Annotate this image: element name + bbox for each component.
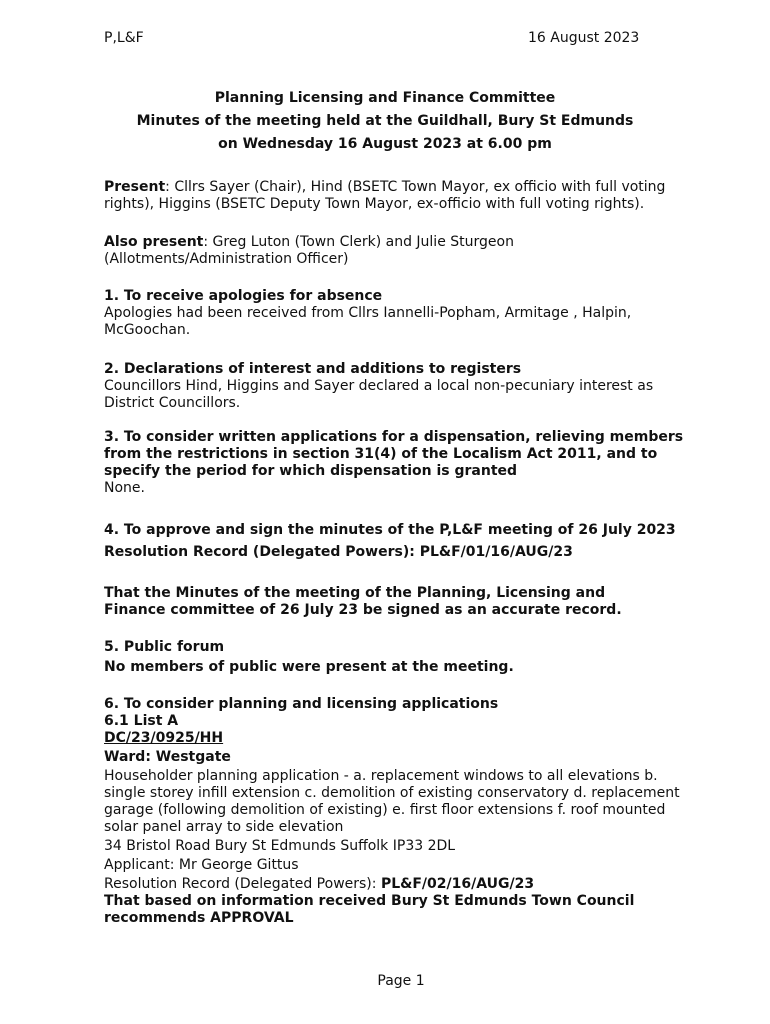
- item-4: [104, 521, 696, 619]
- item-2: [104, 361, 696, 412]
- application-ref: DC/23/0925/HH: [104, 730, 224, 746]
- resolution-label: Resolution Record (Delegated Powers):: [104, 876, 381, 892]
- also-present-text: : Greg Luton (Town Clerk) and Julie Sturgeon (Allotments/Administration Officer): [104, 234, 514, 267]
- item-5-heading: 5. Public forum: [104, 639, 225, 655]
- also-present-section: [104, 234, 696, 268]
- item-6-sub: 6.1 List A: [104, 713, 179, 729]
- item-3-body: None.: [104, 480, 145, 496]
- item-1-heading: 1. To receive apologies for absence: [104, 288, 383, 304]
- page-number: Page 1: [377, 973, 425, 989]
- document-title: [0, 87, 770, 156]
- item-4-body: That the Minutes of the meeting of the Planning, Licensing and Finance committee of 26 July 23 be signed as an accurate record.: [104, 585, 622, 618]
- present-section: [104, 179, 696, 213]
- application-description: Householder planning application - a. replacement windows to all elevations b. single storey infill extension c. demolition of existing conservatory d. replacement garage (following demolition of existing) e. first floor extensions f. roof mounted solar panel array to side elevation: [104, 768, 680, 835]
- item-4-heading: 4. To approve and sign the minutes of the P,L&F meeting of 26 July 2023: [104, 522, 676, 538]
- item-6: [104, 696, 696, 927]
- applicant: Applicant: Mr George Gittus: [104, 857, 299, 873]
- item-3: [104, 429, 696, 497]
- application-address: 34 Bristol Road Bury St Edmunds Suffolk IP33 2DL: [104, 838, 456, 854]
- recommendation: That based on information received Bury St Edmunds Town Council recommends APPROVAL: [104, 893, 635, 926]
- item-1: [104, 288, 696, 339]
- header-date: 16 August 2023: [528, 30, 640, 46]
- present-label: Present: [104, 179, 166, 195]
- item-2-body: Councillors Hind, Higgins and Sayer declared a local non-pecuniary interest as District Councillors.: [104, 378, 654, 411]
- title-line-1: Planning Licensing and Finance Committee: [214, 90, 556, 106]
- title-line-3: on Wednesday 16 August 2023 at 6.00 pm: [218, 136, 552, 152]
- header-left: P,L&F: [104, 30, 144, 46]
- ward: Ward: Westgate: [104, 749, 231, 765]
- item-2-heading: 2. Declarations of interest and additions to registers: [104, 361, 522, 377]
- present-text: : Cllrs Sayer (Chair), Hind (BSETC Town Mayor, ex officio with full voting rights), Higgins (BSETC Deputy Town Mayor, ex-officio with full voting rights).: [104, 179, 666, 212]
- item-3-heading: 3. To consider written applications for a dispensation, relieving members from the restrictions in section 31(4) of the Localism Act 2011, and to specify the period for which dispensation is granted: [104, 429, 684, 479]
- item-6-heading: 6. To consider planning and licensing applications: [104, 696, 499, 712]
- item-1-body: Apologies had been received from Cllrs Iannelli-Popham, Armitage , Halpin, McGoochan.: [104, 305, 632, 338]
- also-present-label: Also present: [104, 234, 204, 250]
- item-5: [104, 639, 696, 676]
- resolution-ref: PL&F/02/16/AUG/23: [380, 876, 535, 892]
- item-4-resolution: Resolution Record (Delegated Powers): PL&F/01/16/AUG/23: [104, 544, 573, 560]
- item-5-body: No members of public were present at the meeting.: [104, 659, 514, 675]
- title-line-2: Minutes of the meeting held at the Guildhall, Bury St Edmunds: [136, 113, 634, 129]
